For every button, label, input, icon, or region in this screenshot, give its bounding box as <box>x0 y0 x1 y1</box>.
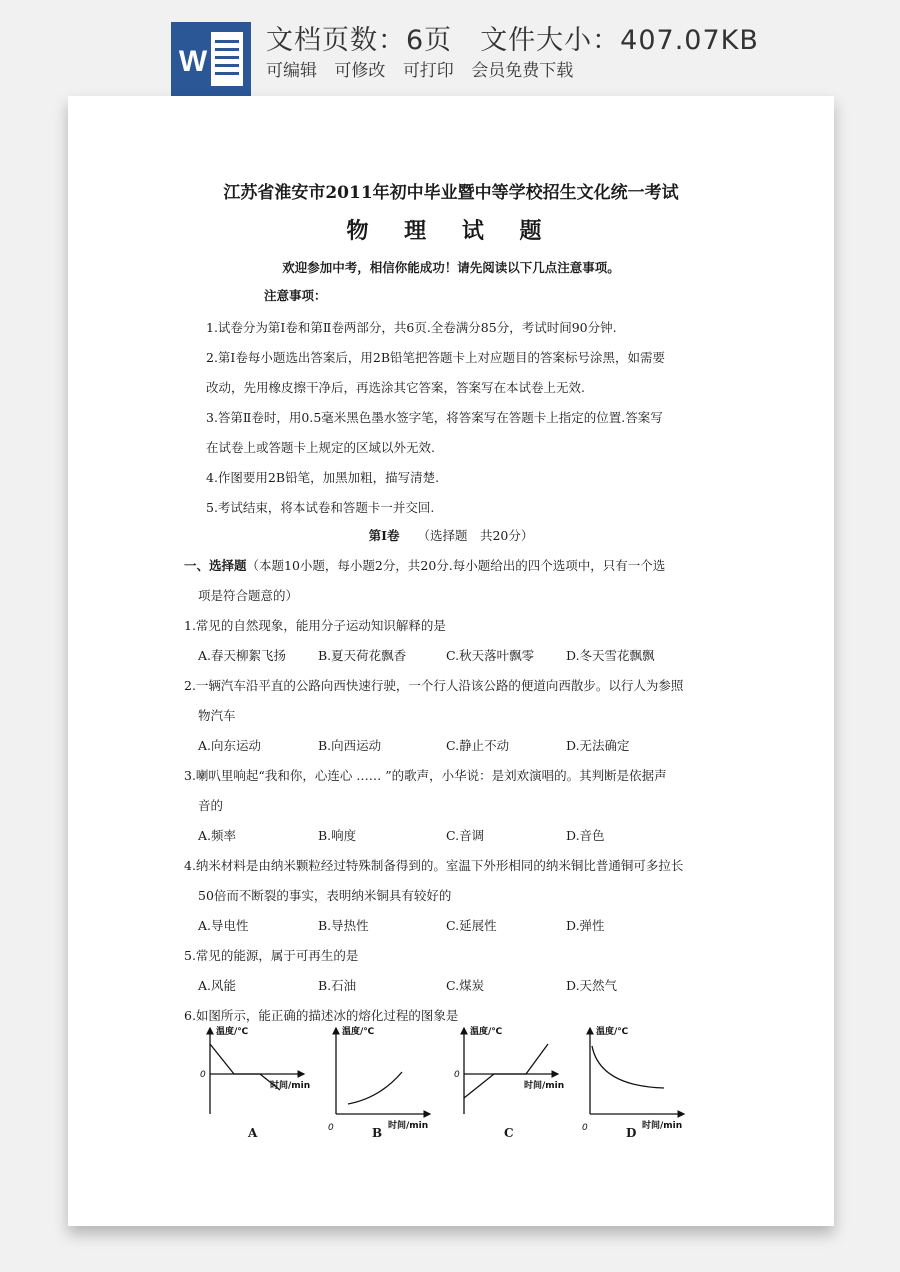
question-stem: 5.常见的能源，属于可再生的是 <box>184 948 359 963</box>
subject-title: 物 理 试 题 <box>346 218 556 244</box>
graph-b-x-label: 时间/min <box>388 1121 429 1131</box>
graph-label-a[interactable]: A <box>248 1126 258 1140</box>
graph-label-d[interactable]: D <box>626 1126 637 1140</box>
feature-modifiable: 可修改 <box>334 61 386 81</box>
part-heading <box>184 556 665 574</box>
feature-editable: 可编辑 <box>266 61 317 81</box>
notice-item: 2.第Ⅰ卷每小题选出答案后，用2B铅笔把答题卡上对应题目的答案标号涂黑，如需要 <box>206 350 666 365</box>
graph-figures <box>180 1022 720 1152</box>
answer-option[interactable]: C.延展性 <box>446 918 497 933</box>
melting-graphs <box>180 1022 720 1152</box>
answer-option[interactable]: D.无法确定 <box>566 738 630 753</box>
notice-item: 3.答第Ⅱ卷时，用0.5毫米黑色墨水签字笔，将答案写在答题卡上指定的位置.答案写 <box>206 410 663 425</box>
answer-option[interactable]: C.秋天落叶飘零 <box>446 648 535 663</box>
graph-d-origin: 0 <box>582 1123 588 1133</box>
part-desc: （本题10小题，每小题2分，共20分.每小题给出的四个选项中，只有一个选 <box>246 558 666 573</box>
answer-option[interactable]: A.导电性 <box>198 918 249 933</box>
answer-option[interactable]: D.音色 <box>566 828 605 843</box>
graph-label-c[interactable]: C <box>504 1126 514 1140</box>
section-heading <box>68 526 834 544</box>
notice-item: 在试卷上或答题卡上规定的区域以外无效. <box>206 440 435 455</box>
answer-option[interactable]: B.夏天荷花飘香 <box>318 648 407 663</box>
graph-c-y-label: 温度/℃ <box>470 1027 503 1037</box>
download-banner <box>0 0 900 96</box>
notice-item: 改动，先用橡皮擦干净后，再选涂其它答案，答案写在本试卷上无效. <box>206 380 585 395</box>
graph-b-curve <box>348 1072 402 1104</box>
svg-text:W: W <box>178 45 208 78</box>
question-stem-cont: 物汽车 <box>198 708 236 723</box>
feature-printable: 可打印 <box>402 61 454 81</box>
notice-heading: 注意事项： <box>264 288 327 303</box>
part-title: 一、选择题 <box>184 558 247 573</box>
word-doc-icon <box>171 22 251 96</box>
file-info <box>266 18 759 57</box>
graph-b-origin: 0 <box>328 1123 334 1133</box>
answer-option[interactable]: B.石油 <box>318 978 357 993</box>
section-name: 第Ⅰ卷 <box>368 528 400 543</box>
notice-item: 4.作图要用2B铅笔，加黑加粗，描写清楚. <box>206 470 440 485</box>
file-size: 文件大小：407.07KB <box>480 25 759 56</box>
question-stem-cont: 音的 <box>198 798 224 813</box>
feature-list <box>266 56 585 81</box>
question-stem: 3.喇叭里响起“我和你，心连心 …… ”的歌声，小华说：是刘欢演唱的。其判断是依据声 <box>184 768 667 783</box>
graph-label-b[interactable]: B <box>372 1126 383 1140</box>
document-page <box>68 96 834 1226</box>
answer-option[interactable]: B.向西运动 <box>318 738 382 753</box>
question-stem: 4.纳米材料是由纳米颗粒经过特殊制备得到的。室温下外形相同的纳米铜比普通铜可多拉长 <box>184 858 684 873</box>
feature-member-download[interactable]: 会员免费下载 <box>471 61 574 81</box>
notice-item: 5.考试结束，将本试卷和答题卡一并交回. <box>206 500 435 515</box>
answer-option[interactable]: B.响度 <box>318 828 357 843</box>
answer-option[interactable]: A.风能 <box>198 978 237 993</box>
answer-option[interactable]: C.静止不动 <box>446 738 510 753</box>
graph-a-x-label: 时间/min <box>270 1081 311 1091</box>
exam-title: 江苏省淮安市2011年初中毕业暨中等学校招生文化统一考试 <box>223 183 679 203</box>
question-stem: 2.一辆汽车沿平直的公路向西快速行驶，一个行人沿该公路的便道向西散步。以行人为参照 <box>184 678 684 693</box>
graph-a-origin: 0 <box>200 1070 206 1080</box>
answer-option[interactable]: A.频率 <box>198 828 237 843</box>
answer-option[interactable]: A.向东运动 <box>198 738 262 753</box>
notice-item: 1.试卷分为第Ⅰ卷和第Ⅱ卷两部分，共6页.全卷满分85分，考试时间90分钟. <box>206 320 617 335</box>
part-desc-cont: 项是符合题意的） <box>198 588 299 603</box>
answer-option[interactable]: D.天然气 <box>566 978 618 993</box>
answer-option[interactable]: A.春天柳絮飞扬 <box>198 648 287 663</box>
question-stem-cont: 50倍而不断裂的事实，表明纳米铜具有较好的 <box>198 888 452 903</box>
graph-a-y-label: 温度/℃ <box>216 1027 249 1037</box>
answer-option[interactable]: D.冬天雪花飘飘 <box>566 648 655 663</box>
graph-d-x-label: 时间/min <box>642 1121 683 1131</box>
graph-d-curve <box>592 1046 664 1088</box>
answer-option[interactable]: C.煤炭 <box>446 978 485 993</box>
page-count: 文档页数：6页 <box>266 25 453 56</box>
question-stem: 1.常见的自然现象，能用分子运动知识解释的是 <box>184 618 446 633</box>
section-detail: （选择题 共20分） <box>417 528 534 543</box>
welcome-text: 欢迎参加中考，相信你能成功！请先阅读以下几点注意事项。 <box>282 260 620 275</box>
graph-c-x-label: 时间/min <box>524 1081 565 1091</box>
answer-option[interactable]: B.导热性 <box>318 918 369 933</box>
graph-c-origin: 0 <box>454 1070 460 1080</box>
graph-d-y-label: 温度/℃ <box>596 1027 629 1037</box>
answer-option[interactable]: D.弹性 <box>566 918 605 933</box>
graph-b-y-label: 温度/℃ <box>342 1027 375 1037</box>
answer-option[interactable]: C.音调 <box>446 828 485 843</box>
question-stem: 6.如图所示，能正确的描述冰的熔化过程的图象是 <box>184 1008 459 1023</box>
